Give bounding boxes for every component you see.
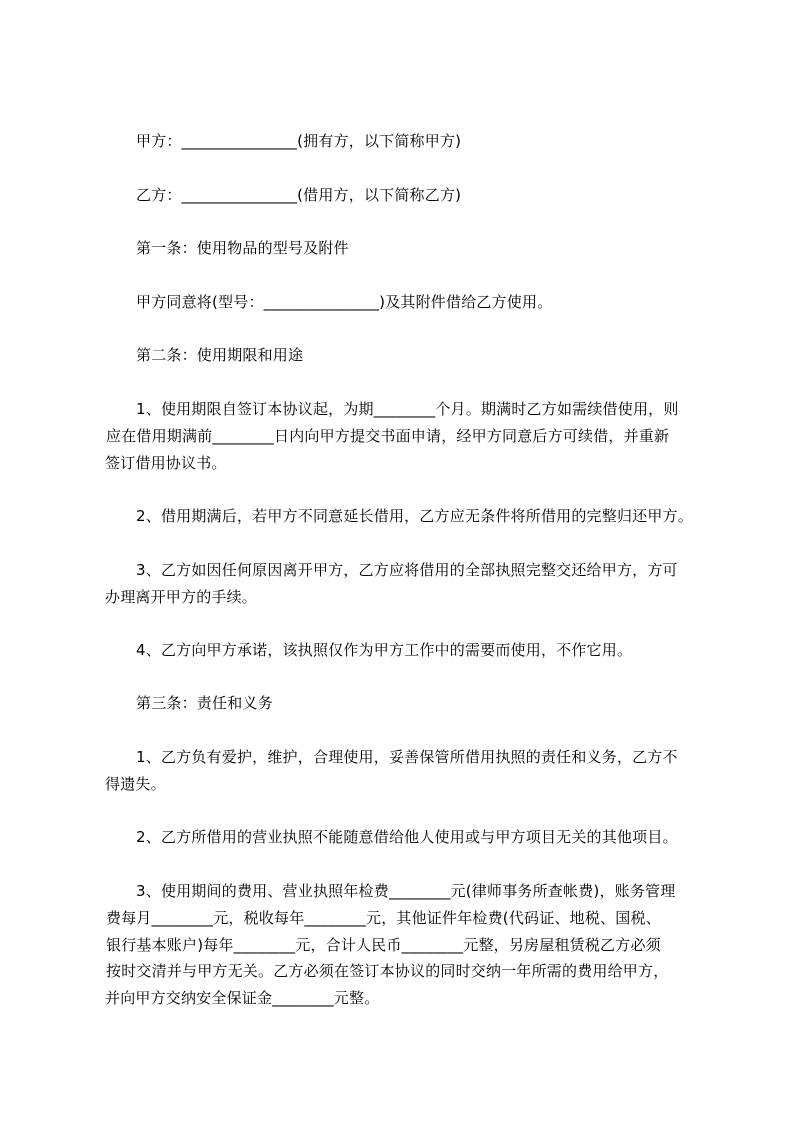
article-3-clause-3-line-1: 3、使用期间的费用、营业执照年检费________元(律师事务所查帐费)，账务管理 bbox=[136, 882, 676, 900]
party-b-line: 乙方：_______________(借用方，以下简称乙方) bbox=[136, 186, 462, 204]
article-1-heading: 第一条：使用物品的型号及附件 bbox=[136, 239, 349, 257]
article-3-clause-1-line-1: 1、乙方负有爱护，维护，合理使用，妥善保管所借用执照的责任和义务，乙方不 bbox=[136, 748, 678, 766]
article-2-clause-3-line-1: 3、乙方如因任何原因离开甲方，乙方应将借用的全部执照完整交还给甲方，方可 bbox=[136, 561, 678, 579]
article-2-clause-2: 2、借用期满后，若甲方不同意延长借用，乙方应无条件将所借用的完整归还甲方。 bbox=[136, 507, 693, 525]
article-2-clause-3-line-2: 办理离开甲方的手续。 bbox=[105, 588, 258, 606]
article-2-clause-1-line-2: 应在借用期满前________日内向甲方提交书面申请，经甲方同意后方可续借，并重新 bbox=[106, 427, 670, 445]
article-3-clause-2: 2、乙方所借用的营业执照不能随意借给他人使用或与甲方项目无关的其他项目。 bbox=[136, 828, 678, 846]
article-3-clause-1-line-2: 得遗失。 bbox=[105, 775, 166, 793]
article-3-clause-3-line-4: 按时交清并与甲方无关。乙方必须在签订本协议的同时交纳一年所需的费用给甲方， bbox=[106, 962, 669, 980]
article-3-clause-3-line-3: 银行基本账户)每年________元，合计人民币________元整，另房屋租赁税乙方必须 bbox=[106, 936, 661, 954]
article-2-clause-4: 4、乙方向甲方承诺，该执照仅作为甲方工作中的需要而使用，不作它用。 bbox=[136, 641, 633, 659]
article-3-clause-3-line-5: 并向甲方交纳安全保证金________元整。 bbox=[105, 989, 380, 1007]
article-1-body: 甲方同意将(型号：_______________)及其附件借给乙方使用。 bbox=[136, 293, 553, 311]
article-2-clause-1-line-3: 签订借用协议书。 bbox=[105, 454, 227, 472]
article-3-clause-3-line-2: 费每月________元，税收每年________元，其他证件年检费(代码证、地税、国税、 bbox=[106, 909, 661, 927]
party-a-line: 甲方：_______________(拥有方，以下简称甲方) bbox=[136, 132, 462, 150]
article-3-heading: 第三条：责任和义务 bbox=[136, 694, 273, 712]
article-2-heading: 第二条：使用期限和用途 bbox=[136, 346, 304, 364]
article-2-clause-1-line-1: 1、使用期限自签订本协议起，为期________个月。期满时乙方如需续借使用，则 bbox=[136, 400, 679, 418]
